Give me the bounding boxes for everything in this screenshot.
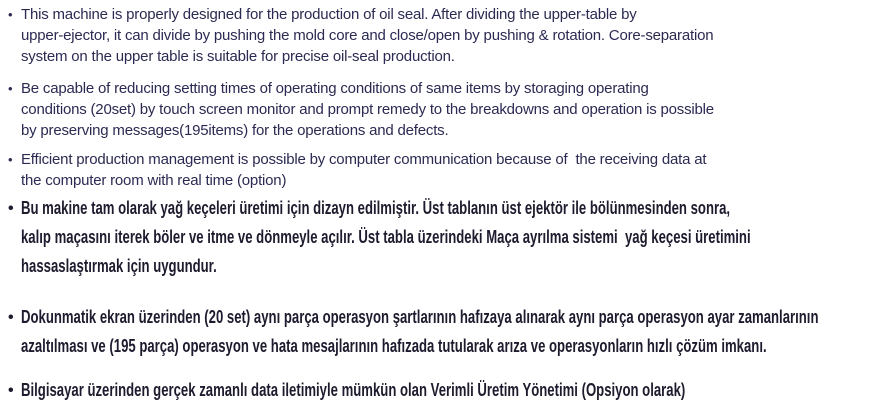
- bullet-dot-icon: •: [8, 382, 14, 399]
- bullet-item-tr-2: [8, 303, 870, 361]
- bullet-line: Bu makine tam olarak yağ keçeleri üretimi için dizayn edilmiştir. Üst tablanın üst ejektör ile bölünmesinden sonra,: [21, 198, 731, 218]
- bullet-line: Dokunmatik ekran üzerinden (20 set) aynı parça operasyon şartlarının hafızaya alınarak aynı parça operasyon ayar zamanlarının: [21, 307, 819, 327]
- bullet-item-tr-1: [8, 194, 870, 281]
- bullet-dot-icon: •: [8, 7, 13, 22]
- bullet-item-en-2: [8, 78, 870, 141]
- bullet-text: [21, 303, 870, 361]
- bullet-text: [21, 376, 870, 405]
- bullet-line: Be capable of reducing setting times of operating conditions of same items by storaging operating: [21, 80, 649, 97]
- bullet-line: kalıp maçasını iterek böler ve itme ve dönmeyle açılır. Üst tabla üzerindeki Maça ayrılma sistemi yağ keçesi üretimini: [21, 227, 751, 247]
- bullet-line: the computer room with real time (option): [21, 172, 287, 189]
- bullet-line: by preserving messages(195items) for the operations and defects.: [21, 122, 449, 139]
- bullet-text: [21, 194, 870, 281]
- bullet-dot-icon: •: [8, 309, 14, 326]
- bullet-line: Efficient production management is possible by computer communication because of the receiving data at: [21, 151, 707, 168]
- bullet-text: [21, 78, 870, 141]
- bullet-line: conditions (20set) by touch screen monitor and prompt remedy to the breakdowns and operation is possible: [21, 101, 714, 118]
- bullet-dot-icon: •: [8, 200, 14, 217]
- bullet-text: [21, 149, 870, 191]
- bullet-line: system on the upper table is suitable for precise oil-seal production.: [21, 48, 455, 65]
- bullet-line: Bilgisayar üzerinden gerçek zamanlı data iletimiyle mümkün olan Verimli Üretim Yönetimi (Opsiyon olarak): [21, 380, 686, 400]
- bullet-line: upper-ejector, it can divide by pushing the mold core and close/open by pushing & rotation. Core-separation: [21, 27, 714, 44]
- bullet-text: [21, 4, 870, 67]
- bullet-item-en-3: [8, 149, 870, 191]
- bullet-line: This machine is properly designed for the production of oil seal. After dividing the upper-table by: [21, 6, 637, 23]
- bullet-list: [8, 4, 870, 405]
- bullet-dot-icon: •: [8, 152, 13, 167]
- bullet-line: azaltılması ve (195 parça) operasyon ve hata mesajlarının hafızada tutularak arıza ve operasyonların hızlı çözüm imkanı.: [21, 336, 767, 356]
- bullet-item-tr-3: [8, 376, 870, 405]
- bullet-line: hassaslaştırmak için uygundur.: [21, 256, 217, 276]
- bullet-dot-icon: •: [8, 81, 13, 96]
- bullet-item-en-1: [8, 4, 870, 67]
